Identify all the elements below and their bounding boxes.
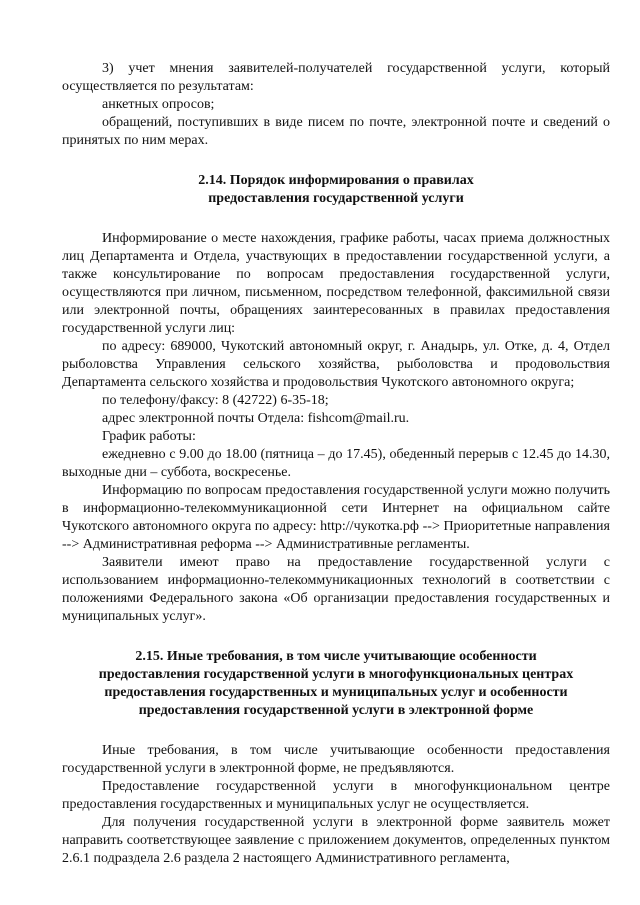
section-2-14-heading: [62, 172, 610, 208]
heading-line: предоставления государственной услуги в многофункциональных центрах: [98, 667, 574, 682]
paragraph-appeals: обращений, поступивших в виде писем по почте, электронной почте и сведений о принятых по ним мерах.: [62, 115, 610, 148]
heading-line: 2.15. Иные требования, в том числе учитывающие особенности: [135, 649, 537, 664]
paragraph-mfc: Предоставление государственной услуги в многофункциональном центре предоставления государственных и муниципальных услуг не осуществляется.: [62, 779, 610, 812]
heading-line: предоставления государственной услуги в электронной форме: [138, 703, 534, 718]
section-2-15-heading: [62, 648, 610, 720]
paragraph-citizen-opinion: 3) учет мнения заявителей-получателей государственной услуги, который осуществляется по результатам:: [62, 61, 610, 94]
paragraph-surveys: анкетных опросов;: [102, 97, 215, 112]
paragraph-electronic-form: Для получения государственной услуги в электронной форме заявитель может направить соответствующее заявление с приложением документов, определенных пунктом 2.6.1 подраздела 2.6 раздела 2 настоящего Административного регламента,: [62, 815, 610, 866]
paragraph-phone: по телефону/факсу: 8 (42722) 6-35-18;: [102, 393, 329, 408]
paragraph-schedule: ежедневно с 9.00 до 18.00 (пятница – до 17.45), обеденный перерыв с 12.45 до 14.30, выходные дни – суббота, воскресенье.: [62, 447, 610, 480]
paragraph-address: по адресу: 689000, Чукотский автономный округ, г. Анадырь, ул. Отке, д. 4, Отдел рыболовства Управления сельского хозяйства, рыболовства и продовольствия Департамента сельского хозяйства и продовольствия Чукотского автономного округа;: [62, 339, 610, 390]
heading-line: предоставления государственной услуги: [208, 191, 464, 206]
heading-line: 2.14. Порядок информирования о правилах: [198, 173, 474, 188]
paragraph-internet-info: Информацию по вопросам предоставления государственной услуги можно получить в информационно-телекоммуникационной сети Интернет на официальном сайте Чукотского автономного округа по адресу: http://чукотка.рф --> Приоритетные направления --> Административная реформа --> Административные регламенты.: [62, 483, 610, 552]
paragraph-other-requirements: Иные требования, в том числе учитывающие особенности предоставления государственной услуги в электронной форме, не предъявляются.: [62, 743, 610, 776]
paragraph-email: адрес электронной почты Отдела: fishcom@mail.ru.: [102, 411, 410, 426]
paragraph-schedule-label: График работы:: [102, 429, 196, 444]
paragraph-informing: Информирование о месте нахождения, графике работы, часах приема должностных лиц Департамента и Отдела, участвующих в предоставлении государственной услуги, а также консультирование по вопросам предоставления государственной услуги, осуществляются при личном, письменном, посредством телефонной, факсимильной связи или электронной почты, обращениях заинтересованных в правилах предоставления государственной услуги лиц:: [62, 231, 610, 336]
paragraph-applicant-rights: Заявители имеют право на предоставление государственной услуги с использованием информационно-телекоммуникационных технологий в соответствии с положениями Федерального закона «Об организации предоставления государственных и муниципальных услуг».: [62, 555, 610, 624]
heading-line: предоставления государственных и муниципальных услуг и особенности: [104, 685, 568, 700]
